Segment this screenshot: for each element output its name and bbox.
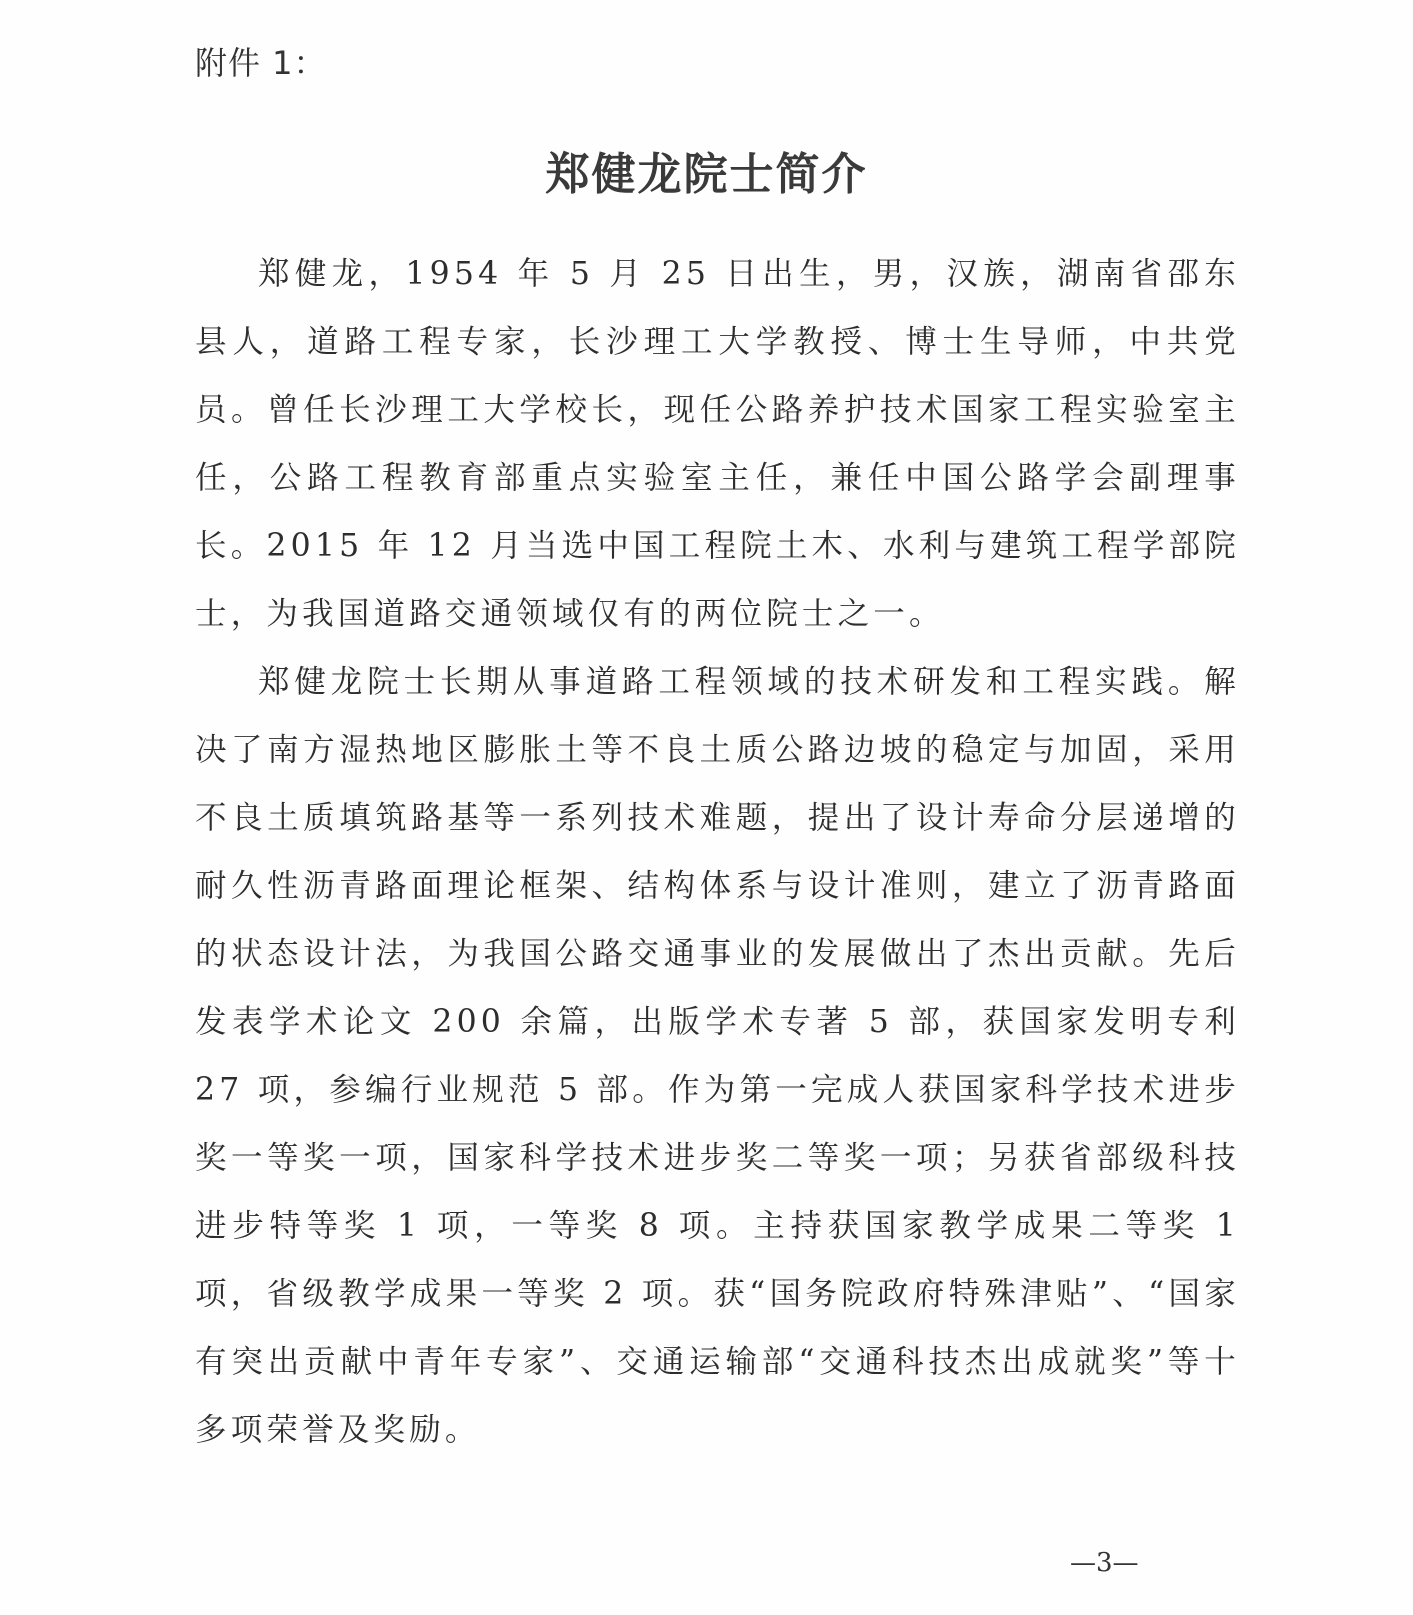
document-body	[195, 240, 1240, 1464]
attachment-label: 附件 1：	[195, 44, 327, 82]
page-title: 郑健龙院士简介	[545, 149, 868, 200]
page-number: —3—	[1070, 1548, 1139, 1578]
paragraph-achievements: 郑健龙院士长期从事道路工程领域的技术研发和工程实践。解决了南方湿热地区膨胀土等不良土质公路边坡的稳定与加固，采用不良土质填筑路基等一系列技术难题，提出了设计寿命分层递增的耐久性沥青路面理论框架、结构体系与设计准则，建立了沥青路面的状态设计法，为我国公路交通事业的发展做出了杰出贡献。先后发表学术论文 200 余篇，出版学术专著 5 部，获国家发明专利 27 项，参编行业规范 5 部。作为第一完成人获国家科学技术进步奖一等奖一项，国家科学技术进步奖二等奖一项；另获省部级科技进步特等奖 1 项，一等奖 8 项。主持获国家教学成果二等奖 1 项，省级教学成果一等奖 2 项。获“国务院政府特殊津贴”、“国家有突出贡献中青年专家”、交通运输部“交通科技杰出成就奖”等十多项荣誉及奖励。	[195, 664, 1240, 1448]
paragraph-biography: 郑健龙，1954 年 5 月 25 日出生，男，汉族，湖南省邵东县人，道路工程专家，长沙理工大学教授、博士生导师，中共党员。曾任长沙理工大学校长，现任公路养护技术国家工程实验室主任，公路工程教育部重点实验室主任，兼任中国公路学会副理事长。2015 年 12 月当选中国工程院土木、水利与建筑工程学部院士，为我国道路交通领域仅有的两位院士之一。	[195, 256, 1240, 632]
